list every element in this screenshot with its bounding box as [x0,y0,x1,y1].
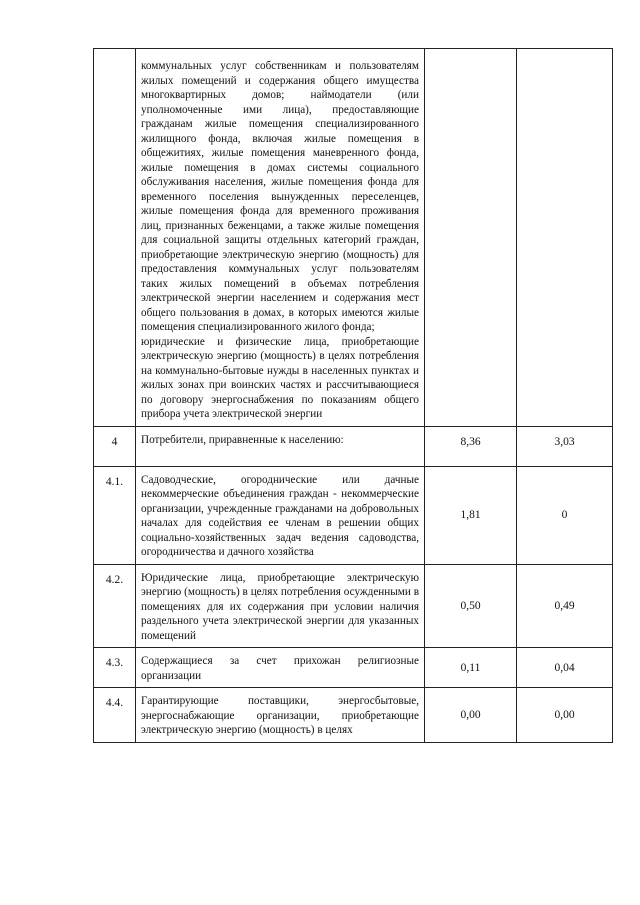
row-description [136,688,425,743]
table-row [94,564,613,648]
row-description [136,466,425,564]
row-number: 4.4. [94,688,136,743]
tariff-table [93,48,613,743]
row-number: 4.3. [94,648,136,688]
value-cell-2: 0,49 [517,564,613,648]
row-number: 4.1. [94,466,136,564]
description-paragraph: Потребители, приравненные к населению: [141,433,344,446]
table-row [94,426,613,466]
table-row [94,648,613,688]
table-row [94,688,613,743]
value-cell-2: 0,04 [517,648,613,688]
value-cell-2: 0,00 [517,688,613,743]
description-paragraph: Гарантирующие поставщики, энергосбытовые, энергоснабжающие организации, приобретающие электрическую энергию (мощность) в целях [141,695,419,736]
table-row [94,49,613,427]
row-description [136,49,425,427]
row-number [94,49,136,427]
table-row [94,466,613,564]
value-cell-1: 8,36 [425,426,517,466]
value-cell-2 [517,49,613,427]
row-number: 4.2. [94,564,136,648]
row-description [136,564,425,648]
value-cell-1 [425,49,517,427]
description-paragraph: Юридические лица, приобретающие электрическую энергию (мощность) в целях потребления осужденными в помещениях для их содержания при условии наличия раздельного учета электрической энергии для указанных помещений [141,571,419,642]
value-cell-2: 0 [517,466,613,564]
description-paragraph: Садоводческие, огороднические или дачные некоммерческие объединения граждан - некоммерческие организации, учрежденные гражданами на добровольных началах для содействия ее членам в решении общих социально-хозяйственных задач ведения садоводства, огородничества и дачного хозяйства [141,473,419,558]
description-paragraph: Содержащиеся за счет прихожан религиозные организации [141,655,419,682]
description-paragraph: коммунальных услуг собственникам и пользователям жилых помещений и содержания общего имущества многоквартирных домов; наймодатели (или уполномоченные ими лица), предоставляющие гражданам жилые помещения специализированного жилищного фонда, включая жилые помещения в общежитиях, жилые помещения маневренного фонда, жилые помещения в домах системы социального обслуживания населения, жилые помещения фонда для временного поселения вынужденных переселенцев, жилые помещения фонда для временного проживания лиц, признанных беженцами, а также жилые помещения для социальной защиты отдельных категорий граждан, приобретающие электрическую энергию (мощность) для предоставления коммунальных услуг пользователям таких жилых помещений в объемах потребления электрической энергии населением и содержания мест общего пользования в домах, в которых имеются жилые помещения специализированного жилого фонда; [141,60,419,333]
value-cell-1: 0,50 [425,564,517,648]
value-cell-2: 3,03 [517,426,613,466]
value-cell-1: 1,81 [425,466,517,564]
row-description [136,648,425,688]
row-description [136,426,425,466]
row-number: 4 [94,426,136,466]
value-cell-1: 0,11 [425,648,517,688]
value-cell-1: 0,00 [425,688,517,743]
description-paragraph: юридические и физические лица, приобретающие электрическую энергию (мощность) в целях потребления на коммунально-бытовые нужды в населенных пунктах и жилых зонах при воинских частях и рассчитывающиеся по договору энергоснабжения по показаниям общего прибора учета электрической энергии [141,335,419,420]
